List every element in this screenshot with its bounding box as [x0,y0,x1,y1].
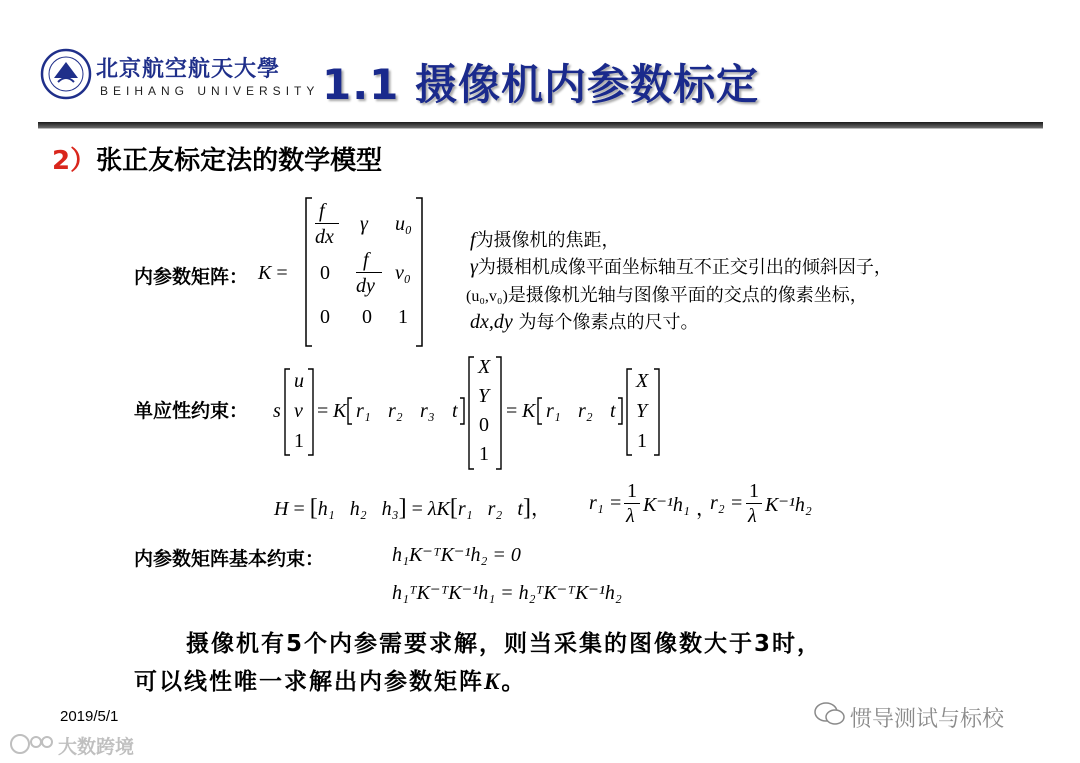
desc-gamma-sym: γ [470,256,478,278]
fraction-bar [356,272,382,273]
r1-eq: r₁ = [589,492,623,514]
homography-label: 单应性约束： [134,400,249,422]
fraction-bar [746,503,762,504]
desc-f [470,226,620,252]
intrinsic-label: 内参数矩阵： [134,266,249,288]
equals-2: = [506,400,518,422]
K-r2-dy: dy [356,275,375,297]
K-symbol: K [258,262,272,284]
H-symbol: H [274,498,289,520]
h3: h₃ [381,498,399,520]
K-r1-dx: dx [315,226,334,248]
s-symbol: s [273,400,281,422]
r1-den: λ [626,505,635,527]
comma: ， [696,498,716,520]
K-r1-f: f [319,200,325,222]
r2: r₂ [388,400,403,422]
u-entry: u [294,370,304,392]
Y-entry-b: Y [636,400,648,422]
constraint-eq1: h₁K⁻ᵀK⁻¹h₂ = 0 [392,544,521,566]
K-r3-1: 1 [398,306,408,328]
desc-uv-text: 是摄像机光轴与图像平面的交点的像素坐标， [507,285,868,306]
r2-rhs: K⁻¹h₂ [765,494,812,516]
K-r1-gamma: γ [360,213,368,235]
r3: r₃ [420,400,435,422]
K-r2-0: 0 [320,262,330,284]
K2: K [522,400,536,422]
section-title [52,140,382,177]
constraint-eq2: h₁ᵀK⁻ᵀK⁻¹h₁ = h₂ᵀK⁻ᵀK⁻¹h₂ [392,582,622,604]
conclusion-line1: 摄像机有5个内参需要求解，则当采集的图像数大于3时， [186,631,823,657]
wechat-icon [814,700,846,728]
K-r2-f: f [363,249,369,271]
h2: h₂ [349,498,367,520]
watermark-left: 大数跨境 [58,736,135,758]
t1: t [452,400,458,422]
desc-gamma-text: 为摄相机成像平面坐标轴互不正交引出的倾斜因子， [477,257,892,278]
one-entry-c: 1 [637,430,647,452]
K-r3-0b: 0 [362,306,372,328]
desc-dxdy-sym: dx,dy [470,311,513,333]
conclusion-line2 [134,663,526,696]
X-entry-b: X [636,370,649,392]
K-r3-0a: 0 [320,306,330,328]
slide-date: 2019/5/1 [60,708,119,725]
r2-num: 1 [749,480,759,502]
v-entry: v [294,400,303,422]
H-t: t [517,498,523,520]
r2b: r₂ [578,400,593,422]
desc-dxdy-text: 为每个像素点的尺寸。 [518,312,699,333]
r1b: r₁ [546,400,561,422]
r1-rhs: K⁻¹h₁ [643,494,690,516]
conclusion-line2-text: 可以线性唯一求解出内参数矩阵 [134,669,484,695]
zero-entry: 0 [479,414,489,436]
r1-num: 1 [627,480,637,502]
weibo-icon [8,730,54,756]
r1: r₁ [356,400,371,422]
H-r2: r₂ [487,498,503,520]
university-seal-icon [40,48,92,100]
page-title: 1.1 摄像机内参数标定 [322,60,760,109]
X-entry: X [478,356,491,378]
H-r1: r₁ [457,498,473,520]
K-r1-u0: u₀ [395,213,412,235]
H-equation: H = [h₁ h₂ h₃] = λK[r₁ r₂ t]， [274,495,551,521]
K1: K [333,400,347,422]
one-entry: 1 [294,430,304,452]
desc-gamma [470,253,892,279]
one-entry-b: 1 [479,443,489,465]
desc-uv [466,281,868,307]
desc-dxdy [470,308,699,334]
Y-entry: Y [478,385,490,407]
h1: h₁ [317,498,335,520]
section-number: 2） [52,146,97,176]
r2-eq: r₂ = [710,492,744,514]
conclusion-period: 。 [501,669,527,695]
university-name-en: BEIHANG UNIVERSITY [100,84,320,98]
r2-den: λ [748,505,757,527]
desc-uv-sym: (u₀,v₀) [466,288,508,305]
fraction-bar [624,503,640,504]
section-title-text: 张正友标定法的数学模型 [96,146,383,176]
header-divider-shadow [38,128,1043,129]
equals-1: = [317,400,329,422]
K-r2-v0: v₀ [395,262,411,284]
t2: t [610,400,616,422]
desc-f-text: 为摄像机的焦距， [475,230,620,251]
constraints-label: 内参数矩阵基本约束： [134,548,325,570]
university-name-cn: 北京航空航天大學 [96,56,281,82]
fraction-bar [315,223,339,224]
watermark-right: 惯导测试与标校 [850,707,1005,732]
intrinsic-K: K = [258,262,288,284]
conclusion-K: K [484,669,502,694]
desc-f-sym: f [470,229,476,251]
lambda-K: λK [427,498,450,520]
